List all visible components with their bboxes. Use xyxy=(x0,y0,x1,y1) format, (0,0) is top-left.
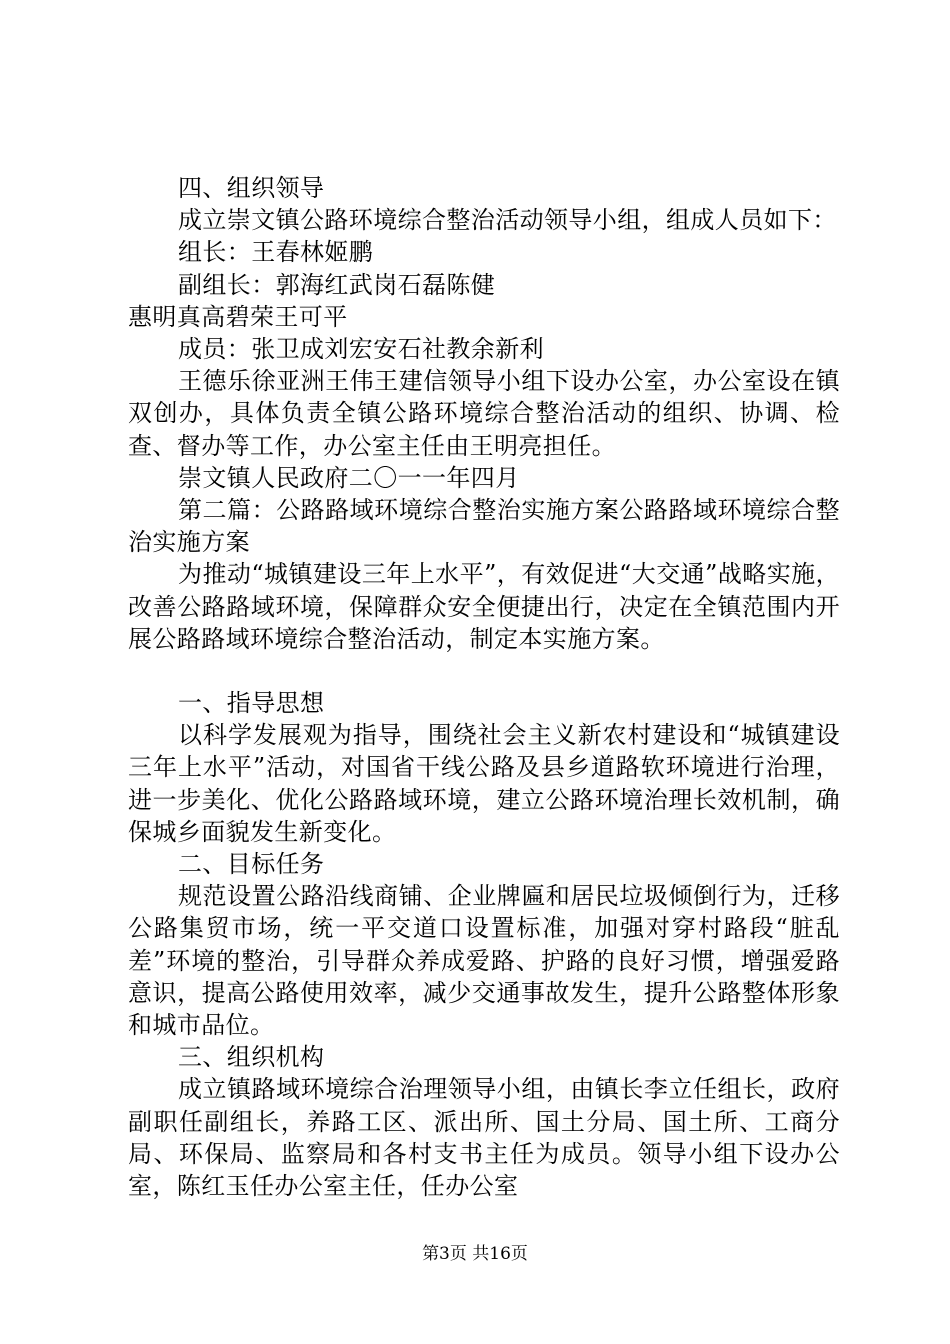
paragraph-organization: 成立镇路域环境综合治理领导小组，由镇长李立任组长，政府副职任副组长，养路工区、派出所、国土分局、国土所、工商分局、环保局、监察局和各村支书主任为成员。领导小组下设办公室，陈红玉任办公室主任，任办公室 xyxy=(128,1075,840,1201)
paragraph-group-leader: 组长：王春林姬鹏 xyxy=(178,238,374,267)
paragraph-purpose: 为推动“城镇建设三年上水平”，有效促进“大交通”战略实施，改善公路路域环境，保障群众安全便捷出行，决定在全镇范围内开展公路路域环境综合整治活动，制定本实施方案。 xyxy=(128,560,840,653)
document-body xyxy=(128,172,840,1202)
section-heading-goals-tasks: 二、目标任务 xyxy=(178,850,325,879)
page-footer xyxy=(0,1243,950,1265)
section-heading-organization-leadership: 四、组织领导 xyxy=(178,174,325,202)
paragraph-goals-tasks: 规范设置公路沿线商铺、企业牌匾和居民垃圾倾倒行为，迁移公路集贸市场，统一平交道口设置标准，加强对穿村路段“脏乱差”环境的整治，引导群众养成爱路、护路的良好习惯，增强爱路意识，提高公路使用效率，减少交通事故发生，提升公路整体形象和城市品位。 xyxy=(128,882,840,1040)
paragraph-second-article-title: 第二篇：公路路域环境综合整治实施方案公路路域环境综合整治实施方案 xyxy=(128,496,840,557)
section-heading-guiding-ideology: 一、指导思想 xyxy=(178,689,325,718)
section-heading-organization: 三、组织机构 xyxy=(178,1043,325,1072)
paragraph-signature-date: 崇文镇人民政府二〇一一年四月 xyxy=(178,463,520,492)
paragraph-leading-group: 成立崇文镇公路环境综合整治活动领导小组，组成人员如下： xyxy=(178,206,837,235)
page-number: 第3页 共16页 xyxy=(422,1244,528,1264)
paragraph-deputy-leader-continued: 惠明真高碧荣王可平 xyxy=(128,302,348,331)
blank-line xyxy=(128,655,840,687)
paragraph-office-setup: 王德乐徐亚洲王伟王建信领导小组下设办公室，办公室设在镇双创办，具体负责全镇公路环境综合整治活动的组织、协调、检查、督办等工作，办公室主任由王明亮担任。 xyxy=(128,367,840,460)
paragraph-guiding-ideology: 以科学发展观为指导，围绕社会主义新农村建设和“城镇建设三年上水平”活动，对国省干线公路及县乡道路软环境进行治理，进一步美化、优化公路路域环境，建立公路环境治理长效机制，确保城乡面貌发生新变化。 xyxy=(128,721,840,846)
paragraph-members: 成员：张卫成刘宏安石社教余新利 xyxy=(178,335,544,364)
paragraph-deputy-leader: 副组长：郭海红武岗石磊陈健 xyxy=(178,270,496,299)
